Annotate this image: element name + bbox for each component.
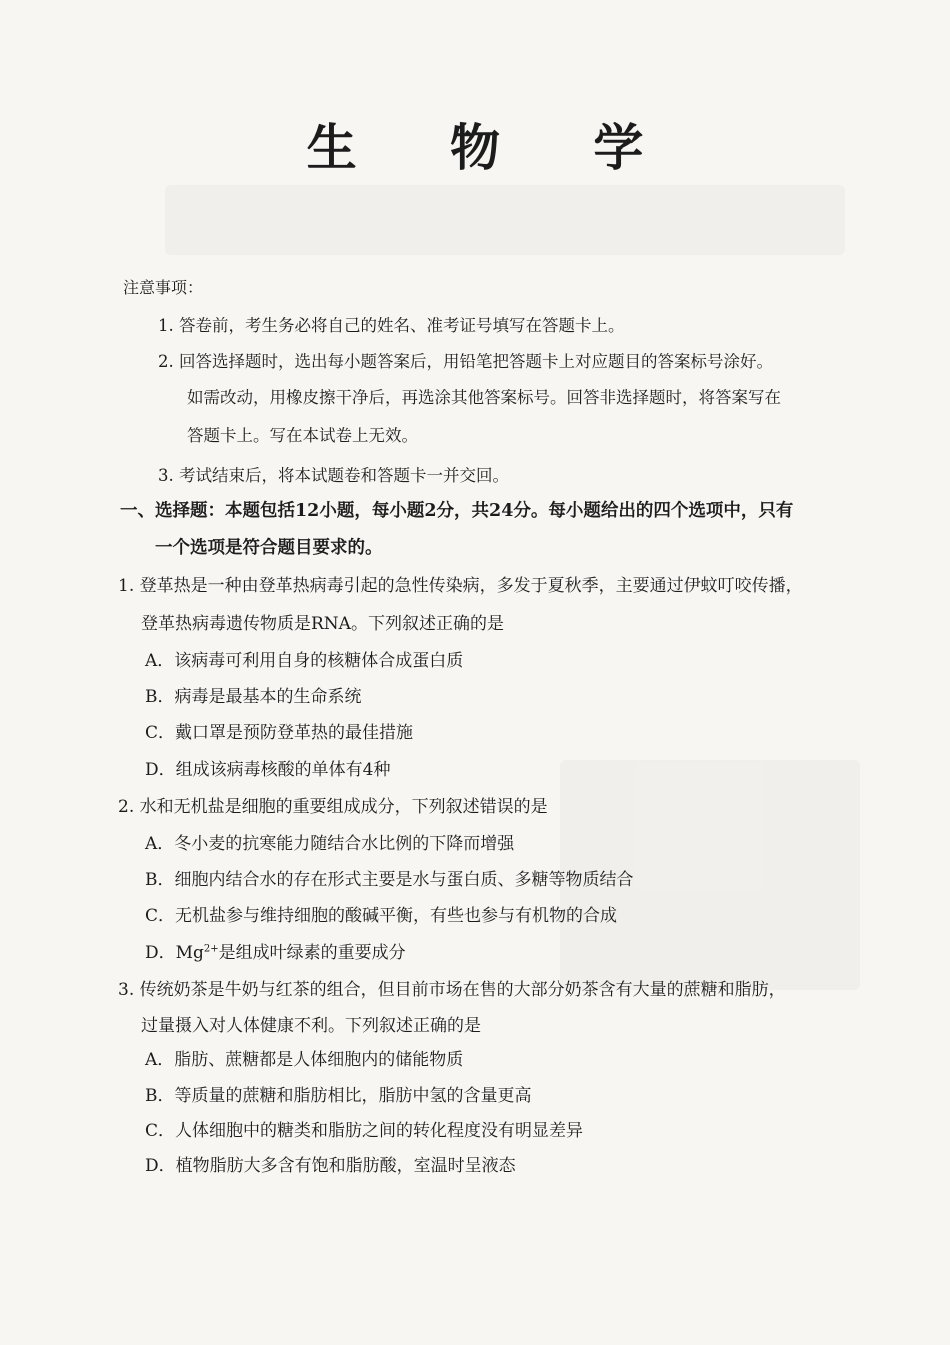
option-d-suffix: 是组成叶绿素的重要成分: [218, 943, 406, 963]
question-2-stem: 2. 水和无机盐是细胞的重要组成成分，下列叙述错误的是: [118, 797, 548, 817]
question-3-stem: 3. 传统奶茶是牛奶与红茶的组合，但目前市场在售的大部分奶茶含有大量的蔗糖和脂肪，: [118, 980, 786, 1000]
question-1-option-a: A．该病毒可利用自身的核糖体合成蛋白质: [145, 651, 464, 671]
question-1-option-d: D．组成该病毒核酸的单体有4种: [145, 760, 391, 780]
notice-item-2: 2. 回答选择题时，选出每小题答案后，用铅笔把答题卡上对应题目的答案标号涂好。: [158, 352, 773, 371]
question-2-option-d: [145, 938, 406, 963]
section-heading-cont: 一个选项是符合题目要求的。: [155, 538, 383, 558]
question-3-option-a: A．脂肪、蔗糖都是人体细胞内的储能物质: [145, 1050, 464, 1070]
question-3-stem-cont: 过量摄入对人体健康不利。下列叙述正确的是: [141, 1016, 481, 1036]
option-d-prefix: D．Mg: [145, 943, 204, 963]
notice-item-2-cont2: 答题卡上。写在本试卷上无效。: [187, 426, 418, 445]
question-1-stem: 1. 登革热是一种由登革热病毒引起的急性传染病，多发于夏秋季，主要通过伊蚊叮咬传播，: [118, 576, 803, 596]
scan-smudge: [165, 185, 845, 255]
section-heading: 一、选择题：本题包括12小题，每小题2分，共24分。每小题给出的四个选项中，只有: [120, 501, 794, 521]
ion-charge: 2+: [203, 943, 219, 955]
notice-heading: 注意事项：: [123, 278, 204, 297]
question-3-option-d: D．植物脂肪大多含有饱和脂肪酸，室温时呈液态: [145, 1156, 516, 1176]
page-title: 生 物 学: [306, 118, 682, 177]
notice-item-3: 3. 考试结束后，将本试题卷和答题卡一并交回。: [158, 466, 509, 485]
question-3-option-c: C．人体细胞中的糖类和脂肪之间的转化程度没有明显差异: [145, 1121, 584, 1141]
notice-item-2-cont: 如需改动，用橡皮擦干净后，再选涂其他答案标号。回答非选择题时，将答案写在: [187, 388, 781, 407]
question-3-option-b: B．等质量的蔗糖和脂肪相比，脂肪中氢的含量更高: [145, 1086, 532, 1106]
notice-item-1: 1. 答卷前，考生务必将自己的姓名、准考证号填写在答题卡上。: [158, 316, 625, 335]
question-2-option-b: B．细胞内结合水的存在形式主要是水与蛋白质、多糖等物质结合: [145, 870, 634, 890]
question-1-option-b: B．病毒是最基本的生命系统: [145, 687, 362, 707]
question-2-option-a: A．冬小麦的抗寒能力随结合水比例的下降而增强: [145, 834, 515, 854]
question-1-option-c: C．戴口罩是预防登革热的最佳措施: [145, 723, 414, 743]
question-2-option-c: C．无机盐参与维持细胞的酸碱平衡，有些也参与有机物的合成: [145, 906, 618, 926]
question-1-stem-cont: 登革热病毒遗传物质是RNA。下列叙述正确的是: [141, 614, 504, 634]
